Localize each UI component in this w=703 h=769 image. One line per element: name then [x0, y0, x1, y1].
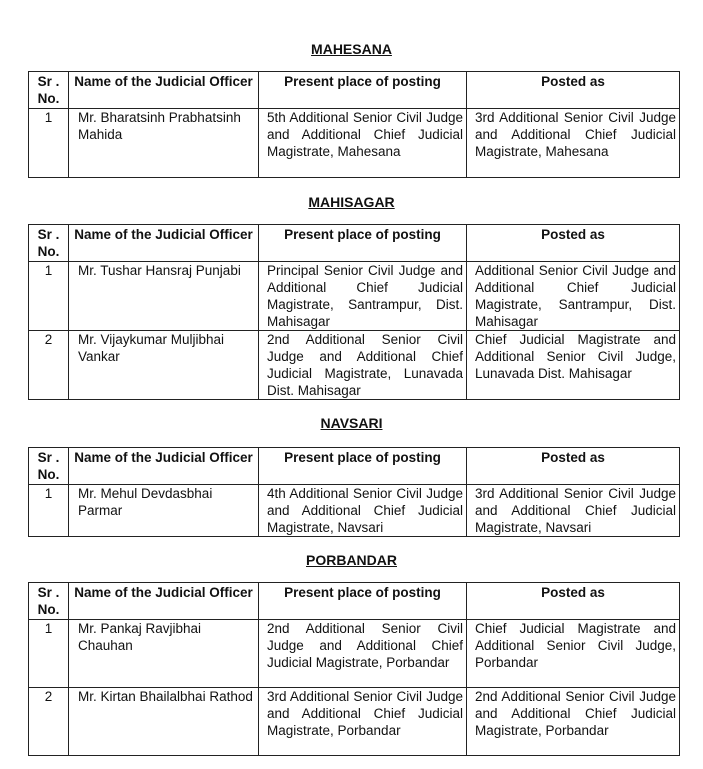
- table-header-row: [29, 583, 680, 620]
- officer-name-cell: Mr. Kirtan Bhailalbhai Rathod: [69, 688, 259, 756]
- header-present-posting: Present place of posting: [259, 225, 467, 262]
- header-posted-as: Posted as: [467, 583, 680, 620]
- header-officer-name: Name of the Judicial Officer: [69, 225, 259, 262]
- header-sr-no: Sr . No.: [29, 225, 69, 262]
- table-row: [29, 109, 680, 178]
- header-sr-no: Sr . No.: [29, 72, 69, 109]
- header-officer-name: Name of the Judicial Officer: [69, 448, 259, 485]
- sr-no-cell: 2: [29, 688, 69, 756]
- header-posted-as: Posted as: [467, 72, 680, 109]
- posted-as-cell: 2nd Additional Senior Civil Judge and Additional Chief Judicial Magistrate, Porbandar: [467, 688, 680, 756]
- header-posted-as: Posted as: [467, 448, 680, 485]
- header-sr-no: Sr . No.: [29, 583, 69, 620]
- postings-table-mahisagar: [28, 224, 680, 400]
- postings-table-navsari: [28, 447, 680, 537]
- present-posting-cell: 5th Additional Senior Civil Judge and Additional Chief Judicial Magistrate, Mahesana: [259, 109, 467, 178]
- officer-name-cell: Mr. Pankaj Ravjibhai Chauhan: [69, 620, 259, 688]
- present-posting-cell: 2nd Additional Senior Civil Judge and Additional Chief Judicial Magistrate, Lunavada Dist. Mahisagar: [259, 331, 467, 400]
- header-present-posting: Present place of posting: [259, 583, 467, 620]
- posted-as-cell: Additional Senior Civil Judge and Additional Chief Judicial Magistrate, Santrampur, Dist. Mahisagar: [467, 262, 680, 331]
- present-posting-cell: 2nd Additional Senior Civil Judge and Additional Chief Judicial Magistrate, Porbandar: [259, 620, 467, 688]
- present-posting-cell: Principal Senior Civil Judge and Additional Chief Judicial Magistrate, Santrampur, Dist. Mahisagar: [259, 262, 467, 331]
- table-row: [29, 688, 680, 756]
- sr-no-cell: 1: [29, 620, 69, 688]
- table-row: [29, 262, 680, 331]
- officer-name-cell: Mr. Vijaykumar Muljibhai Vankar: [69, 331, 259, 400]
- section-title-navsari: NAVSARI: [320, 415, 383, 431]
- postings-table-mahesana: [28, 71, 680, 178]
- posted-as-cell: Chief Judicial Magistrate and Additional Senior Civil Judge, Lunavada Dist. Mahisagar: [467, 331, 680, 400]
- officer-name-cell: Mr. Mehul Devdasbhai Parmar: [69, 485, 259, 537]
- header-sr-no: Sr . No.: [29, 448, 69, 485]
- table-row: [29, 331, 680, 400]
- header-officer-name: Name of the Judicial Officer: [69, 583, 259, 620]
- posted-as-cell: 3rd Additional Senior Civil Judge and Additional Chief Judicial Magistrate, Navsari: [467, 485, 680, 537]
- sr-no-cell: 1: [29, 109, 69, 178]
- table-row: [29, 620, 680, 688]
- header-present-posting: Present place of posting: [259, 72, 467, 109]
- present-posting-cell: 4th Additional Senior Civil Judge and Additional Chief Judicial Magistrate, Navsari: [259, 485, 467, 537]
- present-posting-cell: 3rd Additional Senior Civil Judge and Additional Chief Judicial Magistrate, Porbandar: [259, 688, 467, 756]
- section-title-mahesana: MAHESANA: [311, 41, 392, 57]
- posted-as-cell: 3rd Additional Senior Civil Judge and Additional Chief Judicial Magistrate, Mahesana: [467, 109, 680, 178]
- sr-no-cell: 2: [29, 331, 69, 400]
- table-row: [29, 485, 680, 537]
- header-posted-as: Posted as: [467, 225, 680, 262]
- officer-name-cell: Mr. Tushar Hansraj Punjabi: [69, 262, 259, 331]
- table-header-row: [29, 72, 680, 109]
- officer-name-cell: Mr. Bharatsinh Prabhatsinh Mahida: [69, 109, 259, 178]
- section-title-porbandar: PORBANDAR: [306, 552, 397, 568]
- table-header-row: [29, 225, 680, 262]
- posted-as-cell: Chief Judicial Magistrate and Additional Senior Civil Judge, Porbandar: [467, 620, 680, 688]
- header-officer-name: Name of the Judicial Officer: [69, 72, 259, 109]
- sr-no-cell: 1: [29, 262, 69, 331]
- table-header-row: [29, 448, 680, 485]
- postings-table-porbandar: [28, 582, 680, 756]
- header-present-posting: Present place of posting: [259, 448, 467, 485]
- sr-no-cell: 1: [29, 485, 69, 537]
- section-title-mahisagar: MAHISAGAR: [308, 194, 395, 210]
